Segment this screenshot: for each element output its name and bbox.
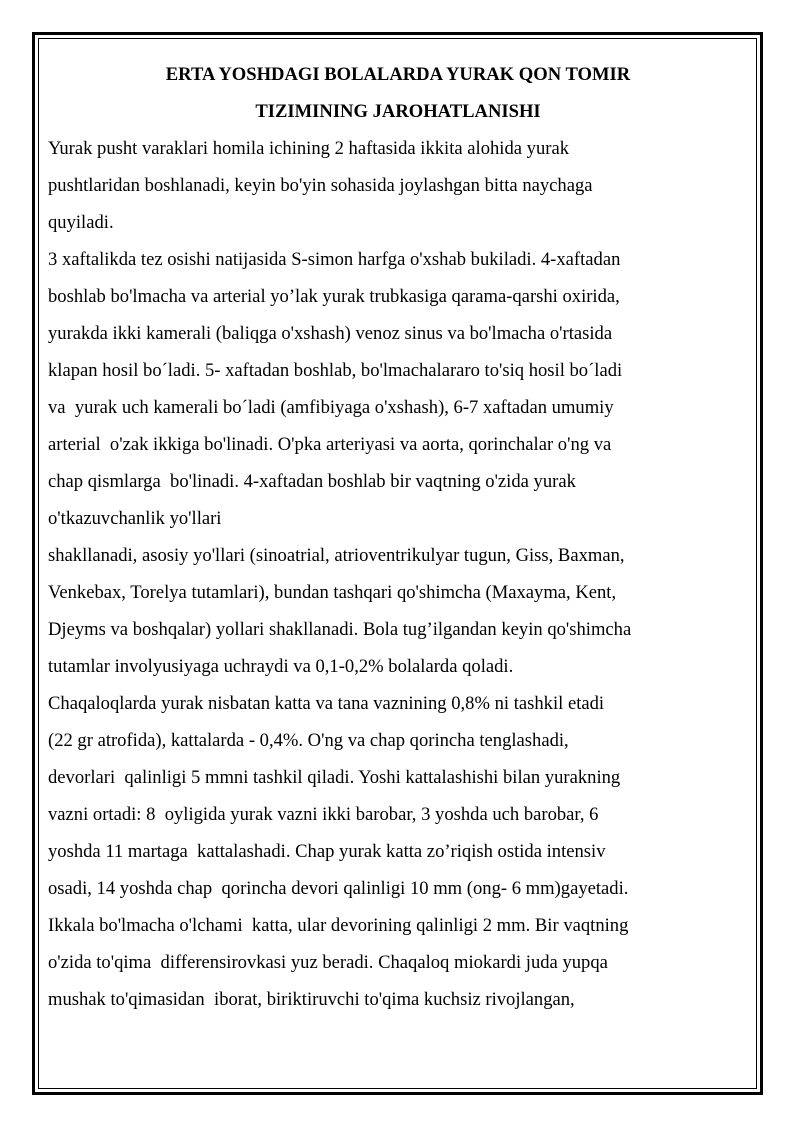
document-body [48,56,748,1018]
text-line: vazni ortadi: 8 oyligida yurak vazni ikki barobar, 3 yoshda uch barobar, 6 [48,804,599,825]
text-line: yoshda 11 martaga kattalashadi. Chap yurak katta zo’riqish ostida intensiv [48,841,606,862]
text-line: shakllanadi, asosiy yo'llari (sinoatrial, atrioventrikulyar tugun, Giss, Baxman, [48,545,625,566]
text-line: osadi, 14 yoshda chap qorincha devori qalinligi 10 mm (ong- 6 mm)gayetadi. [48,878,629,899]
text-line: Venkebax, Torelya tutamlari), bundan tashqari qo'shimcha (Maxayma, Kent, [48,582,617,603]
text-line: devorlari qalinligi 5 mmni tashkil qiladi. Yoshi kattalashishi bilan yurakning [48,767,621,788]
text-line: quyiladi. [48,212,114,233]
text-line: chap qismlarga bo'linadi. 4-xaftadan boshlab bir vaqtning o'zida yurak [48,471,576,492]
text-line: Chaqaloqlarda yurak nisbatan katta va tana vaznining 0,8% ni tashkil etadi [48,693,605,714]
text-line: tutamlar involyusiyaga uchraydi va 0,1-0,2% bolalarda qoladi. [48,656,514,677]
title-line: TIZIMINING JAROHATLANISHI [255,101,541,122]
text-line: (22 gr atrofida), kattalarda - 0,4%. O'ng va chap qorincha tenglashadi, [48,730,569,751]
text-line: o'tkazuvchanlik yo'llari [48,508,222,529]
text-line: Yurak pusht varaklari homila ichining 2 haftasida ikkita alohida yurak [48,138,569,159]
text-line: 3 xaftalikda tez osishi natijasida S-simon harfga o'xshab bukiladi. 4-xaftadan [48,249,621,270]
text-line: arterial o'zak ikkiga bo'linadi. O'pka arteriyasi va aorta, qorinchalar o'ng va [48,434,612,455]
title-line: ERTA YOSHDAGI BOLALARDA YURAK QON TOMIR [165,64,631,85]
text-line: pushtlaridan boshlanadi, keyin bo'yin sohasida joylashgan bitta naychaga [48,175,593,196]
text-line: Ikkala bo'lmacha o'lchami katta, ular devorining qalinligi 2 mm. Bir vaqtning [48,915,629,936]
text-line: yurakda ikki kamerali (baliqga o'xshash) venoz sinus va bo'lmacha o'rtasida [48,323,613,344]
text-line: Djeyms va boshqalar) yollari shakllanadi. Bola tug’ilgandan keyin qo'shimcha [48,619,632,640]
text-line: o'zida to'qima differensirovkasi yuz beradi. Chaqaloq miokardi juda yupqa [48,952,608,973]
body-text [48,130,748,1018]
text-line: boshlab bo'lmacha va arterial yo’lak yurak trubkasiga qarama-qarshi oxirida, [48,286,620,307]
text-line: klapan hosil bo´ladi. 5- xaftadan boshlab, bo'lmachalararo to'siq hosil bo´ladi [48,360,623,381]
document-title [48,56,748,130]
text-line: mushak to'qimasidan iborat, biriktiruvchi to'qima kuchsiz rivojlangan, [48,989,575,1010]
text-line: va yurak uch kamerali bo´ladi (amfibiyaga o'xshash), 6-7 xaftadan umumiy [48,397,614,418]
